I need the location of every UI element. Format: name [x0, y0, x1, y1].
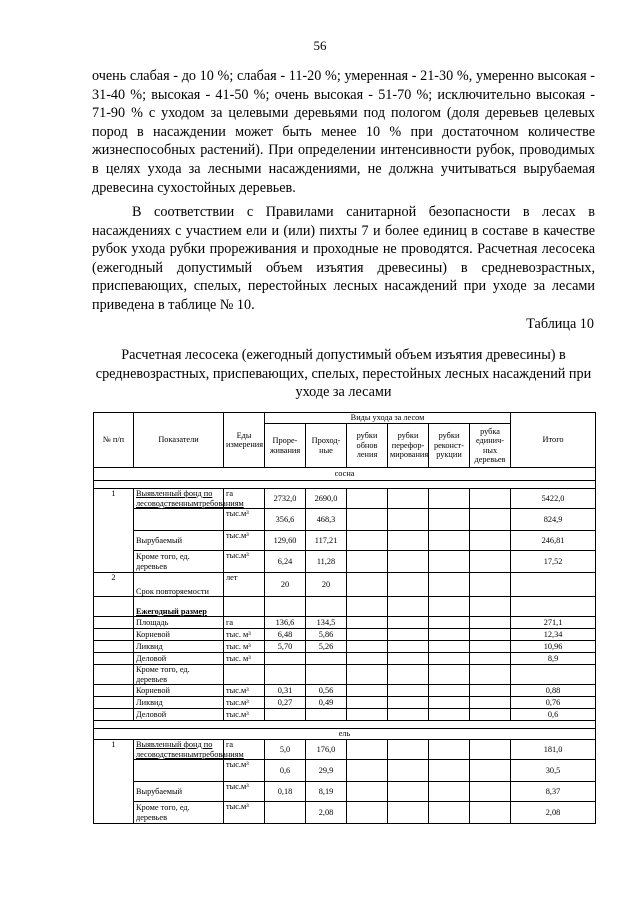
table-cell	[347, 641, 388, 653]
table-cell: Деловой	[134, 653, 224, 665]
table-cell	[347, 802, 388, 824]
header-col-renewal: рубки обнов ления	[347, 424, 388, 468]
table-cell: Вырубаемый	[134, 531, 224, 551]
table-cell: 5,0	[265, 740, 306, 760]
table-cell	[306, 653, 347, 665]
table-row	[94, 509, 596, 531]
table-cell: Срок повторяемости	[134, 573, 224, 597]
table-cell: тыс.м³	[224, 531, 265, 551]
table-cell	[388, 629, 429, 641]
table-cell: 8,19	[306, 782, 347, 802]
header-col-reconstruction: рубки реконст-рукции	[429, 424, 470, 468]
table-cell	[429, 509, 470, 531]
table-cell: 0,49	[306, 697, 347, 709]
table-cell	[429, 685, 470, 697]
table-cell	[429, 641, 470, 653]
table-cell	[347, 665, 388, 685]
table-cell	[388, 597, 429, 617]
table-cell	[347, 709, 388, 721]
table-cell: Кроме того, ед. деревьев	[134, 802, 224, 824]
table-cell	[470, 489, 511, 509]
table-cell	[265, 653, 306, 665]
table-cell	[134, 760, 224, 782]
table-cell	[306, 597, 347, 617]
table-cell: 824,9	[511, 509, 596, 531]
table-cell: 20	[306, 573, 347, 597]
table-cell	[470, 685, 511, 697]
table-cell	[470, 641, 511, 653]
table-cell	[388, 697, 429, 709]
table-cell	[429, 740, 470, 760]
table-cell: 0,6	[265, 760, 306, 782]
table-cell: лет	[224, 573, 265, 597]
table-cell: 1	[94, 489, 134, 573]
table-cell: 181,0	[511, 740, 596, 760]
table-cell: 6,48	[265, 629, 306, 641]
table-cell: 11,28	[306, 551, 347, 573]
table-cell: тыс. м³	[224, 641, 265, 653]
body-paragraph-2: В соответствии с Правилами санитарной безопасности в лесах в насаждениях с участием ели и (или) пихты 7 и более единиц в составе в качестве рубок ухода рубки прореживания и проходные не проводятся. Расчетная лесосека (ежегодный допустимый объем изъятия древесины) в средневозрастных, приспевающих, спелых, перестойных лесных насаждений при уходе за лесами приведена в таблице № 10.	[92, 204, 595, 313]
table-cell: 8,37	[511, 782, 596, 802]
table-cell: тыс.м³	[224, 509, 265, 531]
table-cell	[388, 509, 429, 531]
table-cell: Кроме того, ед. деревьев	[134, 551, 224, 573]
table-cell	[388, 489, 429, 509]
table-cell	[429, 629, 470, 641]
table-cell	[388, 573, 429, 597]
table-cell: 29,9	[306, 760, 347, 782]
table-cell: тыс.м³	[224, 685, 265, 697]
table-cell: тыс.м³	[224, 709, 265, 721]
table-cell: 0,88	[511, 685, 596, 697]
table-cell: Вырубаемый	[134, 782, 224, 802]
table-row	[94, 685, 596, 697]
table-row	[94, 641, 596, 653]
annual-size-heading: Ежегодный размер	[134, 597, 224, 617]
table-cell	[429, 782, 470, 802]
table-cell: га	[224, 617, 265, 629]
table-cell: Выявленный фонд по лесоводственнымтребованиям	[134, 489, 224, 509]
table-cell: тыс.м³	[224, 802, 265, 824]
table-cell	[429, 665, 470, 685]
table-cell	[429, 760, 470, 782]
table-cell	[94, 641, 134, 653]
table-cell	[94, 709, 134, 721]
table-cell	[265, 665, 306, 685]
table-row	[94, 665, 596, 685]
table-cell: 356,6	[265, 509, 306, 531]
table-row	[94, 573, 596, 597]
table-cell: Выявленный фонд по лесоводственнымтребованиям	[134, 740, 224, 760]
allowable-cut-table	[93, 412, 596, 824]
table-cell: 17,52	[511, 551, 596, 573]
table-cell	[347, 531, 388, 551]
header-total: Итого	[511, 413, 596, 468]
body-paragraph-1: очень слабая - до 10 %; слабая - 11-20 %; умеренная - 21-30 %, умеренно высокая - 31-40 %; высокая - 41-50 %; очень высокая - 51-70 %; исключительно высокая - 71-90 % с уходом за целевыми деревьями под пологом (доля деревьев целевых пород в насаждении может быть менее 10 % при достаточном количестве жизнеспособных растений). При определении интенсивности рубок, проводимых в целях ухода за лесными насаждениями, не должна учитываться вырубаемая древесина сухостойных деревьев.	[92, 68, 595, 196]
table-cell: 117,21	[306, 531, 347, 551]
table-cell	[429, 617, 470, 629]
table-cell: Корневой	[134, 629, 224, 641]
table-cell: 5,26	[306, 641, 347, 653]
table-cell	[470, 597, 511, 617]
table-cell	[347, 629, 388, 641]
table-row	[94, 697, 596, 709]
table-cell	[347, 597, 388, 617]
table-row	[94, 551, 596, 573]
header-care-types: Виды ухода за лесом	[265, 413, 511, 424]
table-cell	[429, 531, 470, 551]
table-cell	[347, 760, 388, 782]
table-cell	[388, 531, 429, 551]
table-cell: 136,6	[265, 617, 306, 629]
table-cell	[470, 551, 511, 573]
table-cell: 2690,0	[306, 489, 347, 509]
table-cell	[224, 597, 265, 617]
table-cell	[306, 709, 347, 721]
table-cell	[94, 617, 134, 629]
table-cell	[429, 551, 470, 573]
table-cell	[347, 685, 388, 697]
table-cell: 0,18	[265, 782, 306, 802]
table-cell: 2,08	[306, 802, 347, 824]
table-cell: 20	[265, 573, 306, 597]
table-cell	[347, 551, 388, 573]
table-cell: тыс.м³	[224, 760, 265, 782]
table-cell	[347, 509, 388, 531]
table-cell: га	[224, 489, 265, 509]
table-cell	[388, 653, 429, 665]
table-cell	[134, 509, 224, 531]
table-cell: 5,70	[265, 641, 306, 653]
table-row	[94, 802, 596, 824]
table-cell: 12,34	[511, 629, 596, 641]
table-cell	[470, 760, 511, 782]
table-caption: Расчетная лесосека (ежегодный допустимый объем изъятия древесины) в средневозрастных, приспевающих, спелых, перестойных лесных насаждений при уходе за лесами	[95, 347, 592, 401]
table-cell: 5422,0	[511, 489, 596, 509]
table-cell	[306, 665, 347, 685]
table-cell	[94, 665, 134, 685]
table-row	[94, 782, 596, 802]
table-cell: 0,56	[306, 685, 347, 697]
table-cell	[94, 481, 596, 489]
table-cell	[388, 782, 429, 802]
table-cell	[388, 665, 429, 685]
table-cell: Деловой	[134, 709, 224, 721]
table-cell: 134,5	[306, 617, 347, 629]
table-cell	[470, 697, 511, 709]
table-row	[94, 597, 596, 617]
table-row	[94, 740, 596, 760]
table-cell	[511, 573, 596, 597]
table-cell: 271,1	[511, 617, 596, 629]
table-cell	[388, 740, 429, 760]
header-indicators: Показатели	[134, 413, 224, 468]
table-cell	[470, 802, 511, 824]
table-cell	[470, 531, 511, 551]
table-cell	[470, 709, 511, 721]
table-cell	[388, 709, 429, 721]
table-cell	[347, 617, 388, 629]
table-cell: 8,9	[511, 653, 596, 665]
table-cell: 10,96	[511, 641, 596, 653]
table-cell: Ликвид	[134, 641, 224, 653]
header-units: Еды измерения	[224, 413, 265, 468]
table-cell: тыс. м³	[224, 629, 265, 641]
table-cell	[265, 709, 306, 721]
table-cell	[429, 697, 470, 709]
header-col-single-trees: рубка единич-ных деревьев	[470, 424, 511, 468]
table-cell	[265, 802, 306, 824]
table-cell: 2,08	[511, 802, 596, 824]
table-cell	[94, 697, 134, 709]
table-cell: 2732,0	[265, 489, 306, 509]
table-cell: 246,81	[511, 531, 596, 551]
table-cell: 0,76	[511, 697, 596, 709]
table-cell	[470, 629, 511, 641]
table-cell	[265, 597, 306, 617]
table-cell	[388, 641, 429, 653]
table-cell	[388, 760, 429, 782]
table-cell: 468,3	[306, 509, 347, 531]
table-cell	[347, 782, 388, 802]
table-number-label: Таблица 10	[526, 316, 594, 332]
table-row	[94, 653, 596, 665]
table-cell: 6,24	[265, 551, 306, 573]
table-cell	[429, 802, 470, 824]
header-col-passing: Проход-ные	[306, 424, 347, 468]
table-cell	[347, 697, 388, 709]
table-cell: Корневой	[134, 685, 224, 697]
table-row	[94, 489, 596, 509]
table-cell	[470, 617, 511, 629]
table-cell: 0,27	[265, 697, 306, 709]
table-row	[94, 709, 596, 721]
table-cell: тыс.м³	[224, 697, 265, 709]
table-cell	[94, 685, 134, 697]
table-cell	[94, 653, 134, 665]
table-cell	[388, 551, 429, 573]
table-cell: 176,0	[306, 740, 347, 760]
table-cell	[470, 740, 511, 760]
header-col-thinning: Проре-живания	[265, 424, 306, 468]
header-col-reformation: рубки перефор-мирования	[388, 424, 429, 468]
table-cell	[224, 665, 265, 685]
table-cell	[94, 629, 134, 641]
table-cell	[470, 782, 511, 802]
header-num: № п/п	[94, 413, 134, 468]
table-cell: Ликвид	[134, 697, 224, 709]
table-cell	[511, 597, 596, 617]
table-row	[94, 760, 596, 782]
table-cell	[94, 721, 596, 729]
table-cell	[470, 653, 511, 665]
table-cell	[429, 573, 470, 597]
section-pine: сосна	[94, 468, 596, 481]
table-cell: 5,86	[306, 629, 347, 641]
table-cell	[470, 573, 511, 597]
table-cell: 2	[94, 573, 134, 597]
table-cell	[429, 653, 470, 665]
page-number: 56	[313, 38, 327, 53]
table-cell: 129,60	[265, 531, 306, 551]
table-cell	[94, 597, 134, 617]
table-cell: Площадь	[134, 617, 224, 629]
table-row	[94, 629, 596, 641]
table-row	[94, 531, 596, 551]
table-cell	[470, 509, 511, 531]
table-cell: 0,6	[511, 709, 596, 721]
table-cell: Кроме того, ед. деревьев	[134, 665, 224, 685]
section-spruce: ель	[94, 729, 596, 740]
table-cell	[429, 597, 470, 617]
table-cell	[388, 685, 429, 697]
table-cell: 1	[94, 740, 134, 824]
table-cell	[347, 489, 388, 509]
table-cell	[347, 740, 388, 760]
table-cell: 0,31	[265, 685, 306, 697]
table-cell: тыс.м³	[224, 782, 265, 802]
table-cell	[347, 573, 388, 597]
table-cell: тыс.м³	[224, 551, 265, 573]
table-cell	[429, 709, 470, 721]
table-cell	[429, 489, 470, 509]
table-cell	[388, 802, 429, 824]
table-cell	[347, 653, 388, 665]
table-row	[94, 617, 596, 629]
table-cell	[470, 665, 511, 685]
table-cell	[511, 665, 596, 685]
table-cell: га	[224, 740, 265, 760]
table-cell: тыс. м³	[224, 653, 265, 665]
table-cell	[388, 617, 429, 629]
table-cell: 30,5	[511, 760, 596, 782]
